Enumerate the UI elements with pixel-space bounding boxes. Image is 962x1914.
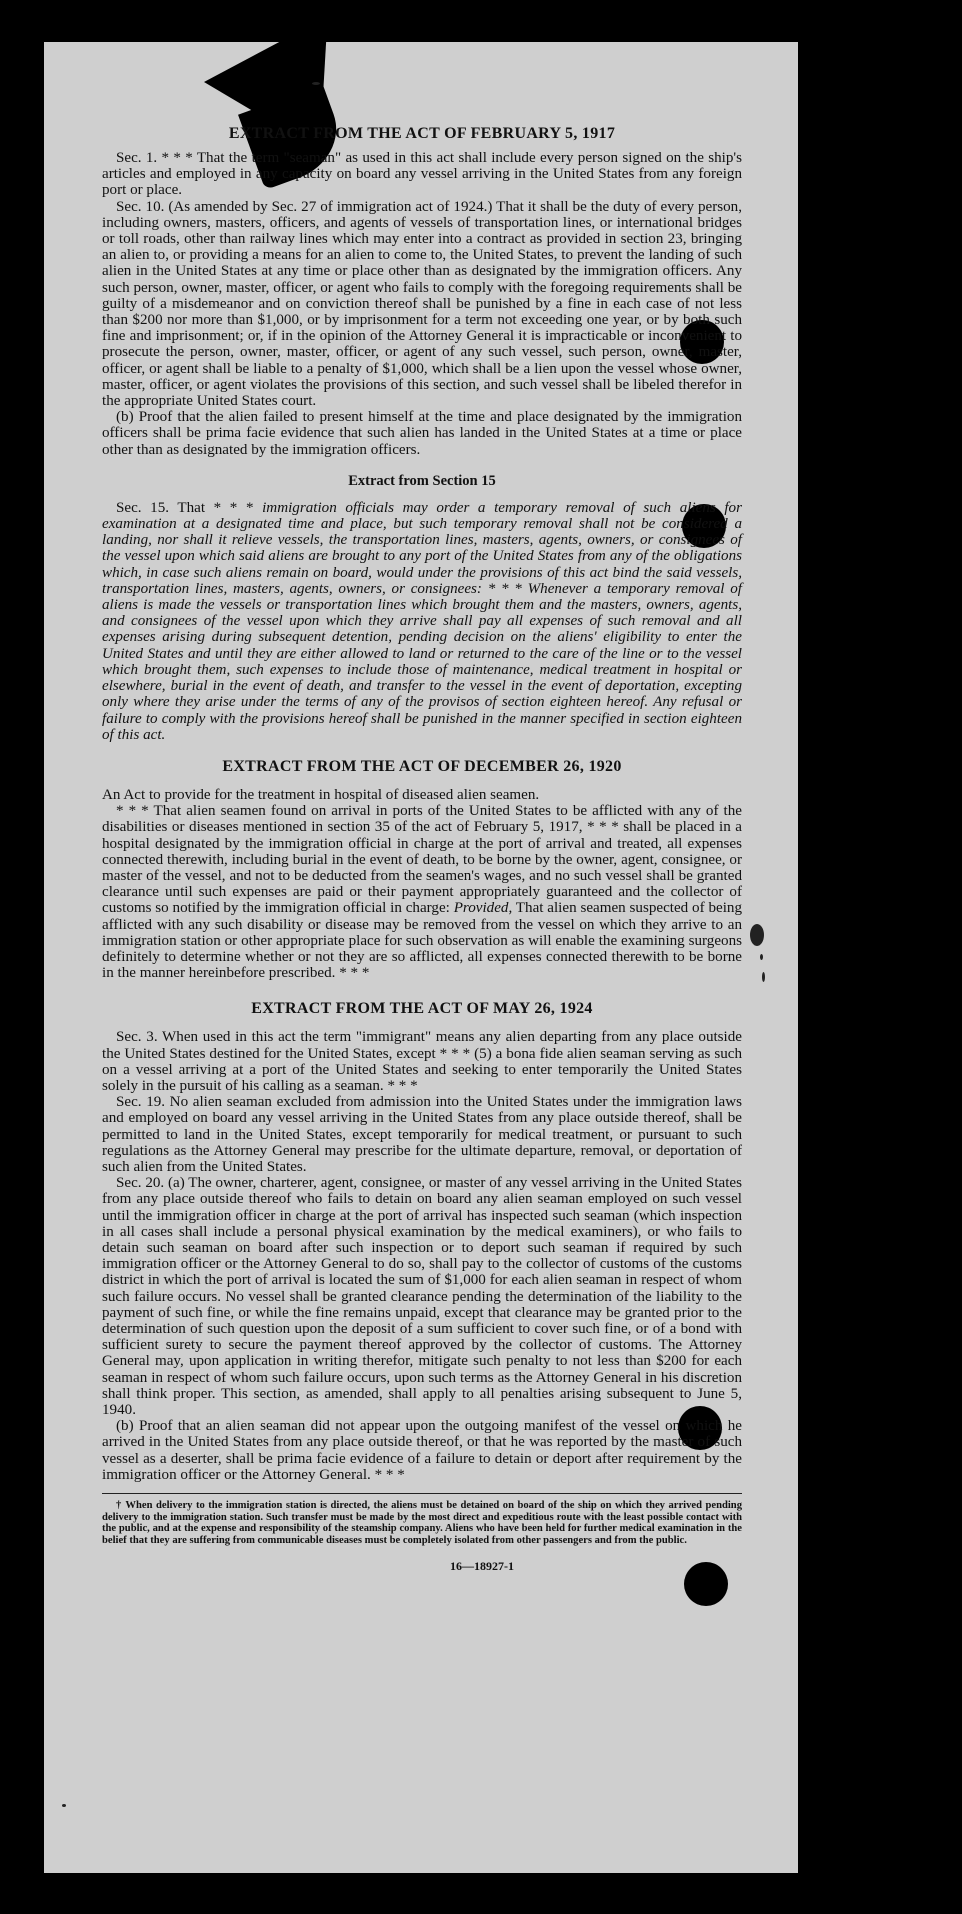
document-number: 16—18927-1 xyxy=(450,1559,514,1574)
section-20b: (b) Proof that an alien seaman did not appear upon the outgoing manifest of the vessel on which he arrived in the United States from any place outside thereof, or that he was reported by the master of such vessel as a deserter, shall be prima facie evidence of a failure to detain or deport after requirement by the immigration officer or the Attorney General. * * * xyxy=(102,1418,742,1483)
heading-act-1924: EXTRACT FROM THE ACT OF MAY 26, 1924 xyxy=(251,1000,593,1018)
section-3: Sec. 3. When used in this act the term "immigrant" means any alien departing from any place outside the United States destined for the United States, except * * * (5) a bona fide alien seaman serving as such on a vessel arriving at a port of the United States and seeking to enter temporarily the United States solely in the pursuit of his calling as a seaman. * * * xyxy=(102,1029,742,1094)
section-19: Sec. 19. No alien seaman excluded from admission into the United States under the immigration laws and employed on board any vessel arriving in the United States from any place outside thereof, shall be permitted to land in the United States, except temporarily for medical treatment, or pursuant to such regulations as the Attorney General may prescribe for the ultimate departure, removal, or deportation of such alien from the United States. xyxy=(102,1094,742,1175)
footnote-divider xyxy=(102,1493,742,1494)
heading-act-1920: EXTRACT FROM THE ACT OF DECEMBER 26, 1920 xyxy=(222,757,622,775)
section-1: Sec. 1. * * * That the term "seaman" as used in this act shall include every person signed on the ship's articles and employed in any capacity on board any vessel arriving in the United States from any foreign port or place. xyxy=(102,150,742,199)
section-10: Sec. 10. (As amended by Sec. 27 of immigration act of 1924.) That it shall be the duty of every person, including owners, masters, officers, and agents of vessels of transportation lines, or international bridges or toll roads, other than railway lines which may enter into a contract as provided in section 23, bringing an alien to, or providing a means for an alien to come to, the United States, to prevent the landing of such alien in the United States at any time or place other than as designated by the immigration officers. Any such person, owner, master, officer, or agent who fails to comply with the foregoing requirements shall be guilty of a misdemeanor and on conviction thereof shall be punished by a fine in each case of not less than $200 nor more than $1,000, or by imprisonment for a term not exceeding one year, or by both such fine and imprisonment; or, if in the opinion of the Attorney General it is impracticable or inconvenient to prosecute the person, owner, master, officer, or agent of any such vessel, such person, owner, master, officer, or agent shall be liable to a penalty of $1,000, which shall be a lien upon the vessel whose owner, master, officer, or agent violates the provisions of this section, and such vessel shall be libeled therefor in the appropriate United States court. xyxy=(102,198,742,410)
dust-speck xyxy=(312,82,320,85)
dust-speck xyxy=(750,924,764,946)
act-1920-provided: Provided, xyxy=(453,900,513,917)
dust-speck xyxy=(760,954,763,960)
heading-section-15: Extract from Section 15 xyxy=(348,472,496,489)
act-1920-body-b: That alien seamen suspected of being afflicted with any such disability or disease may be removed from the vessel on which they arrive to an immigration station or other appropriate place for such observation as will enable the examining surgeons definitely to determine whether or not they are so afflicted, all expenses connected therewith to be borne in the manner hereinbefore prescribed. * * * xyxy=(102,900,742,982)
document-text xyxy=(102,124,742,1575)
act-1920-body xyxy=(102,803,742,981)
dust-speck xyxy=(762,972,765,982)
act-1920-title: An Act to provide for the treatment in hospital of diseased alien seamen. xyxy=(102,786,540,803)
section-15-lead: Sec. 15. That * * * xyxy=(116,499,254,516)
section-15 xyxy=(102,500,742,743)
dust-speck xyxy=(62,1804,66,1807)
heading-act-1917: EXTRACT FROM THE ACT OF FEBRUARY 5, 1917 xyxy=(228,125,616,142)
section-20a: Sec. 20. (a) The owner, charterer, agent, consignee, or master of any vessel arriving in the United States from any place outside thereof who fails to detain on board any alien seaman employed on such vessel until the immigration officer in charge at the port of arrival has inspected such seaman (which inspection in all cases shall include a personal physical examination by the medical examiners), or who fails to detain such seaman on board after such inspection or to deport such seaman if required by such immigration officer or the Attorney General to do so, shall pay to the collector of customs of the customs district in which the port of arrival is located the sum of $1,000 for each alien seaman in respect of whom such failure occurs. No vessel shall be granted clearance pending the determination of the liability to the payment of such fine, or while the fine remains unpaid, except that clearance may be granted prior to the determination of such question upon the deposit of a sum sufficient to cover such fine, or of a bond with sufficient surety to secure the payment thereof approved by the collector of customs. The Attorney General may, upon application in writing therefor, mitigate such penalty to not less than $200 for each seaman in respect of whom such failure occurs, upon such terms as the Attorney General in his discretion shall think proper. This section, as amended, shall apply to all penalties arising subsequent to June 5, 1940. xyxy=(102,1175,742,1419)
act-1920-body-a: * * * That alien seamen found on arrival in ports of the United States to be afflicted with any of the disabilities or diseases mentioned in section 35 of the act of February 5, 1917, * * * shall be placed in a hospital designated by the immigration official in charge at the port of arrival and treated, all expenses connected therewith, including burial in the event of death, to be borne by the owner, agent, consignee, or master of the vessel, and not to be deducted from the seamen's wages, and no such vessel shall be granted clearance until such expenses are paid or their payment appropriately guaranteed and the collector of customs so notified by the immigration official in charge: xyxy=(102,803,742,917)
section-15-italic: immigration officials may order a temporary removal of such aliens for examination at a designated time and place, but such temporary removal shall not be considered a landing, nor shall it relieve vessels, the transportation lines, masters, agents, owners, or consignees of the vessel upon which said aliens are brought to any port of the United States from any of the obligations which, in case such aliens remain on board, would under the provisions of this act bind the said vessels, transportation lines, masters, agents, owners, or consignees: * * * Whenever a temporary removal of aliens is made the vessels or transportation lines which brought them and the masters, owners, agents, and consignees of the vessel upon which they arrive shall pay all expenses of such removal and all expenses arising during subsequent detention, pending decision on the aliens' eligibility to enter the United States and until they are either allowed to land or returned to the care of the line or to the vessel which brought them, such expenses to include those of maintenance, medical treatment in hospital or elsewhere, burial in the event of death, and transfer to the vessel in the event of deportation, excepting only where they arise under the terms of any of the provisos of section eighteen hereof. Any refusal or failure to comply with the provisions hereof shall be punished in the manner specified in section eighteen of this act. xyxy=(102,499,742,743)
section-10b: (b) Proof that the alien failed to present himself at the time and place designated by the immigration officers shall be prima facie evidence that such alien has landed in the United States at a time or place other than as designated by the immigration officers. xyxy=(102,409,742,458)
document-page xyxy=(44,42,798,1873)
footnote: † When delivery to the immigration station is directed, the aliens must be detained on board of the ship on which they arrived pending delivery to the immigration station. Such transfer must be made by the most direct and expeditious route with the least possible contact with the public, and at the expense and responsibility of the steamship company. Aliens who have been held for further medical examination in the belief that they are suffering from communicable diseases must be completely isolated from other passengers and from the public. xyxy=(102,1500,742,1546)
